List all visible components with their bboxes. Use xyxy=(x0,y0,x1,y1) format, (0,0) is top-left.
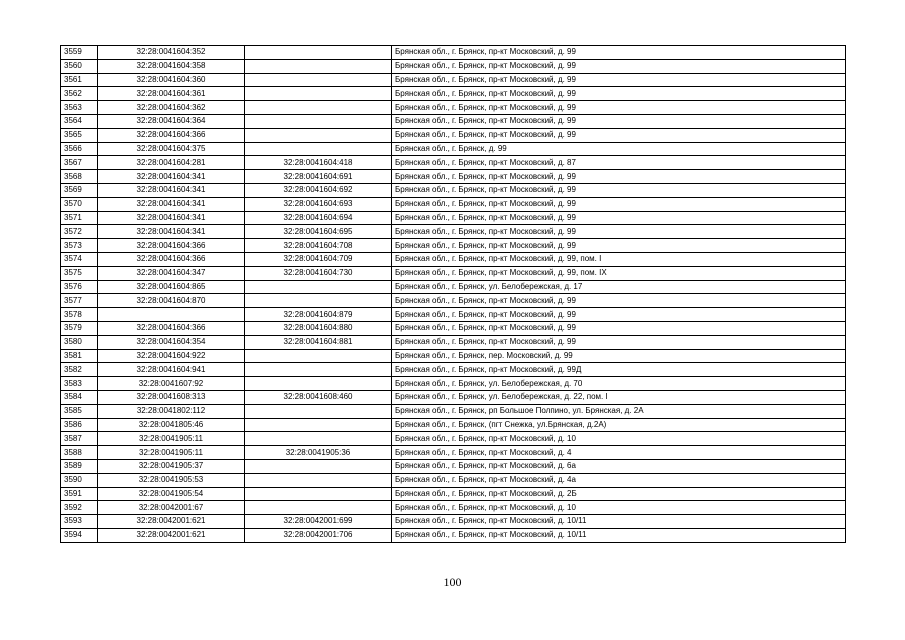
table-row xyxy=(61,487,846,501)
address-cell: Брянская обл., г. Брянск, пр-кт Московский, д. 99 xyxy=(392,294,846,308)
row-number-cell: 3582 xyxy=(61,363,98,377)
table-row xyxy=(61,59,846,73)
table-row xyxy=(61,308,846,322)
object-cadastral-number-cell xyxy=(245,363,392,377)
table-row xyxy=(61,128,846,142)
object-cadastral-number-cell xyxy=(245,101,392,115)
cadastral-number-cell: 32:28:0041604:360 xyxy=(98,73,245,87)
row-number-cell: 3564 xyxy=(61,114,98,128)
row-number-cell: 3561 xyxy=(61,73,98,87)
address-cell: Брянская обл., г. Брянск, (пгт Снежка, ул.Брянская, д.2А) xyxy=(392,418,846,432)
table-row xyxy=(61,432,846,446)
table-row xyxy=(61,183,846,197)
table-row xyxy=(61,501,846,515)
object-cadastral-number-cell xyxy=(245,46,392,60)
address-cell: Брянская обл., г. Брянск, пр-кт Московский, д. 87 xyxy=(392,156,846,170)
object-cadastral-number-cell xyxy=(245,473,392,487)
address-cell: Брянская обл., г. Брянск, пр-кт Московский, д. 10/11 xyxy=(392,515,846,529)
cadastral-number-cell: 32:28:0041604:358 xyxy=(98,59,245,73)
table-row xyxy=(61,418,846,432)
address-cell: Брянская обл., г. Брянск, пр-кт Московский, д. 4 xyxy=(392,446,846,460)
cadastral-number-cell: 32:28:0041604:361 xyxy=(98,87,245,101)
address-cell: Брянская обл., г. Брянск, пр-кт Московский, д. 99, пом. I xyxy=(392,252,846,266)
row-number-cell: 3587 xyxy=(61,432,98,446)
object-cadastral-number-cell xyxy=(245,280,392,294)
object-cadastral-number-cell xyxy=(245,487,392,501)
cadastral-number-cell: 32:28:0041604:375 xyxy=(98,142,245,156)
row-number-cell: 3573 xyxy=(61,239,98,253)
object-cadastral-number-cell: 32:28:0041604:691 xyxy=(245,170,392,184)
address-cell: Брянская обл., г. Брянск, пр-кт Московский, д. 99 xyxy=(392,73,846,87)
cadastral-number-cell: 32:28:0041604:870 xyxy=(98,294,245,308)
row-number-cell: 3579 xyxy=(61,321,98,335)
address-cell: Брянская обл., г. Брянск, пр-кт Московский, д. 99 xyxy=(392,170,846,184)
row-number-cell: 3559 xyxy=(61,46,98,60)
table-row xyxy=(61,335,846,349)
table-row xyxy=(61,46,846,60)
row-number-cell: 3576 xyxy=(61,280,98,294)
address-cell: Брянская обл., г. Брянск, пр-кт Московский, д. 99, пом. IX xyxy=(392,266,846,280)
cadastral-number-cell: 32:28:0041604:341 xyxy=(98,211,245,225)
row-number-cell: 3571 xyxy=(61,211,98,225)
row-number-cell: 3570 xyxy=(61,197,98,211)
table-row xyxy=(61,321,846,335)
cadastral-number-cell: 32:28:0041604:341 xyxy=(98,183,245,197)
table-row xyxy=(61,349,846,363)
object-cadastral-number-cell: 32:28:0041604:708 xyxy=(245,239,392,253)
row-number-cell: 3569 xyxy=(61,183,98,197)
address-cell: Брянская обл., г. Брянск, пр-кт Московский, д. 10/11 xyxy=(392,528,846,542)
row-number-cell: 3578 xyxy=(61,308,98,322)
cadastral-number-cell: 32:28:0041604:941 xyxy=(98,363,245,377)
address-cell: Брянская обл., г. Брянск, пр-кт Московский, д. 99 xyxy=(392,239,846,253)
address-cell: Брянская обл., г. Брянск, пр-кт Московский, д. 99 xyxy=(392,211,846,225)
address-cell: Брянская обл., г. Брянск, пр-кт Московский, д. 99 xyxy=(392,335,846,349)
address-cell: Брянская обл., г. Брянск, пр-кт Московский, д. 99 xyxy=(392,225,846,239)
object-cadastral-number-cell xyxy=(245,142,392,156)
object-cadastral-number-cell: 32:28:0041905:36 xyxy=(245,446,392,460)
address-cell: Брянская обл., г. Брянск, пр-кт Московский, д. 99 xyxy=(392,308,846,322)
address-cell: Брянская обл., г. Брянск, пер. Московский, д. 99 xyxy=(392,349,846,363)
property-table xyxy=(60,45,846,543)
object-cadastral-number-cell: 32:28:0041604:418 xyxy=(245,156,392,170)
object-cadastral-number-cell xyxy=(245,294,392,308)
object-cadastral-number-cell xyxy=(245,349,392,363)
cadastral-number-cell: 32:28:0041905:37 xyxy=(98,459,245,473)
table-row xyxy=(61,142,846,156)
address-cell: Брянская обл., г. Брянск, пр-кт Московский, д. 6а xyxy=(392,459,846,473)
object-cadastral-number-cell xyxy=(245,377,392,391)
object-cadastral-number-cell xyxy=(245,59,392,73)
address-cell: Брянская обл., г. Брянск, пр-кт Московский, д. 99 xyxy=(392,183,846,197)
address-cell: Брянская обл., г. Брянск, пр-кт Московский, д. 99Д xyxy=(392,363,846,377)
row-number-cell: 3577 xyxy=(61,294,98,308)
table-row xyxy=(61,528,846,542)
object-cadastral-number-cell xyxy=(245,501,392,515)
address-cell: Брянская обл., г. Брянск, пр-кт Московский, д. 2Б xyxy=(392,487,846,501)
cadastral-number-cell: 32:28:0041604:352 xyxy=(98,46,245,60)
table-row xyxy=(61,156,846,170)
cadastral-number-cell: 32:28:0041604:366 xyxy=(98,321,245,335)
row-number-cell: 3589 xyxy=(61,459,98,473)
row-number-cell: 3581 xyxy=(61,349,98,363)
table-row xyxy=(61,266,846,280)
cadastral-number-cell: 32:28:0041607:92 xyxy=(98,377,245,391)
cadastral-number-cell: 32:28:0041905:53 xyxy=(98,473,245,487)
object-cadastral-number-cell: 32:28:0041604:709 xyxy=(245,252,392,266)
row-number-cell: 3560 xyxy=(61,59,98,73)
table-row xyxy=(61,459,846,473)
cadastral-number-cell: 32:28:0041604:366 xyxy=(98,128,245,142)
object-cadastral-number-cell xyxy=(245,114,392,128)
table-row xyxy=(61,239,846,253)
table-row xyxy=(61,114,846,128)
object-cadastral-number-cell xyxy=(245,459,392,473)
table-row xyxy=(61,197,846,211)
address-cell: Брянская обл., г. Брянск, пр-кт Московский, д. 99 xyxy=(392,87,846,101)
row-number-cell: 3568 xyxy=(61,170,98,184)
cadastral-number-cell: 32:28:0041805:46 xyxy=(98,418,245,432)
address-cell: Брянская обл., г. Брянск, пр-кт Московский, д. 10 xyxy=(392,432,846,446)
table-row xyxy=(61,73,846,87)
cadastral-number-cell: 32:28:0041604:922 xyxy=(98,349,245,363)
table-row xyxy=(61,280,846,294)
row-number-cell: 3565 xyxy=(61,128,98,142)
cadastral-number-cell: 32:28:0042001:67 xyxy=(98,501,245,515)
object-cadastral-number-cell xyxy=(245,73,392,87)
cadastral-number-cell: 32:28:0042001:621 xyxy=(98,528,245,542)
address-cell: Брянская обл., г. Брянск, пр-кт Московский, д. 10 xyxy=(392,501,846,515)
page-number: 100 xyxy=(443,575,462,589)
cadastral-number-cell: 32:28:0041604:341 xyxy=(98,170,245,184)
row-number-cell: 3594 xyxy=(61,528,98,542)
object-cadastral-number-cell: 32:28:0041604:879 xyxy=(245,308,392,322)
cadastral-number-cell: 32:28:0041608:313 xyxy=(98,390,245,404)
object-cadastral-number-cell xyxy=(245,404,392,418)
address-cell: Брянская обл., г. Брянск, пр-кт Московский, д. 99 xyxy=(392,101,846,115)
cadastral-number-cell: 32:28:0041905:11 xyxy=(98,446,245,460)
table-row xyxy=(61,87,846,101)
object-cadastral-number-cell: 32:28:0041604:695 xyxy=(245,225,392,239)
cadastral-number-cell: 32:28:0042001:621 xyxy=(98,515,245,529)
object-cadastral-number-cell: 32:28:0041608:460 xyxy=(245,390,392,404)
row-number-cell: 3586 xyxy=(61,418,98,432)
row-number-cell: 3591 xyxy=(61,487,98,501)
object-cadastral-number-cell: 32:28:0041604:692 xyxy=(245,183,392,197)
table-row xyxy=(61,390,846,404)
object-cadastral-number-cell: 32:28:0041604:880 xyxy=(245,321,392,335)
row-number-cell: 3562 xyxy=(61,87,98,101)
object-cadastral-number-cell: 32:28:0042001:706 xyxy=(245,528,392,542)
table-row xyxy=(61,515,846,529)
cadastral-number-cell: 32:28:0041604:347 xyxy=(98,266,245,280)
table-row xyxy=(61,363,846,377)
object-cadastral-number-cell: 32:28:0042001:699 xyxy=(245,515,392,529)
table-row xyxy=(61,252,846,266)
cadastral-number-cell: 32:28:0041604:865 xyxy=(98,280,245,294)
address-cell: Брянская обл., г. Брянск, ул. Белобережская, д. 22, пом. I xyxy=(392,390,846,404)
address-cell: Брянская обл., г. Брянск, пр-кт Московский, д. 99 xyxy=(392,321,846,335)
row-number-cell: 3590 xyxy=(61,473,98,487)
cadastral-number-cell: 32:28:0041802:112 xyxy=(98,404,245,418)
property-table-body xyxy=(61,46,846,543)
table-row xyxy=(61,446,846,460)
object-cadastral-number-cell xyxy=(245,418,392,432)
row-number-cell: 3588 xyxy=(61,446,98,460)
object-cadastral-number-cell: 32:28:0041604:881 xyxy=(245,335,392,349)
address-cell: Брянская обл., г. Брянск, пр-кт Московский, д. 99 xyxy=(392,128,846,142)
row-number-cell: 3566 xyxy=(61,142,98,156)
row-number-cell: 3585 xyxy=(61,404,98,418)
object-cadastral-number-cell: 32:28:0041604:694 xyxy=(245,211,392,225)
table-row xyxy=(61,101,846,115)
object-cadastral-number-cell: 32:28:0041604:693 xyxy=(245,197,392,211)
object-cadastral-number-cell xyxy=(245,432,392,446)
cadastral-number-cell: 32:28:0041604:354 xyxy=(98,335,245,349)
address-cell: Брянская обл., г. Брянск, пр-кт Московский, д. 99 xyxy=(392,46,846,60)
row-number-cell: 3592 xyxy=(61,501,98,515)
cadastral-number-cell: 32:28:0041604:366 xyxy=(98,239,245,253)
cadastral-number-cell: 32:28:0041604:362 xyxy=(98,101,245,115)
row-number-cell: 3567 xyxy=(61,156,98,170)
cadastral-number-cell: 32:28:0041604:281 xyxy=(98,156,245,170)
table-row xyxy=(61,211,846,225)
cadastral-number-cell: 32:28:0041604:341 xyxy=(98,225,245,239)
object-cadastral-number-cell xyxy=(245,128,392,142)
object-cadastral-number-cell: 32:28:0041604:730 xyxy=(245,266,392,280)
cadastral-number-cell: 32:28:0041604:364 xyxy=(98,114,245,128)
cadastral-number-cell: 32:28:0041604:341 xyxy=(98,197,245,211)
row-number-cell: 3563 xyxy=(61,101,98,115)
table-row xyxy=(61,377,846,391)
row-number-cell: 3583 xyxy=(61,377,98,391)
row-number-cell: 3574 xyxy=(61,252,98,266)
row-number-cell: 3575 xyxy=(61,266,98,280)
address-cell: Брянская обл., г. Брянск, пр-кт Московский, д. 4а xyxy=(392,473,846,487)
cadastral-number-cell: 32:28:0041905:11 xyxy=(98,432,245,446)
address-cell: Брянская обл., г. Брянск, д. 99 xyxy=(392,142,846,156)
table-row xyxy=(61,170,846,184)
row-number-cell: 3580 xyxy=(61,335,98,349)
table-row xyxy=(61,404,846,418)
cadastral-number-cell: 32:28:0041905:54 xyxy=(98,487,245,501)
address-cell: Брянская обл., г. Брянск, ул. Белобережская, д. 17 xyxy=(392,280,846,294)
address-cell: Брянская обл., г. Брянск, пр-кт Московский, д. 99 xyxy=(392,59,846,73)
cadastral-number-cell xyxy=(98,308,245,322)
row-number-cell: 3593 xyxy=(61,515,98,529)
table-row xyxy=(61,294,846,308)
table-row xyxy=(61,225,846,239)
cadastral-number-cell: 32:28:0041604:366 xyxy=(98,252,245,266)
row-number-cell: 3572 xyxy=(61,225,98,239)
address-cell: Брянская обл., г. Брянск, ул. Белобережская, д. 70 xyxy=(392,377,846,391)
address-cell: Брянская обл., г. Брянск, рп Большое Полпино, ул. Брянская, д. 2А xyxy=(392,404,846,418)
table-row xyxy=(61,473,846,487)
address-cell: Брянская обл., г. Брянск, пр-кт Московский, д. 99 xyxy=(392,197,846,211)
object-cadastral-number-cell xyxy=(245,87,392,101)
address-cell: Брянская обл., г. Брянск, пр-кт Московский, д. 99 xyxy=(392,114,846,128)
row-number-cell: 3584 xyxy=(61,390,98,404)
